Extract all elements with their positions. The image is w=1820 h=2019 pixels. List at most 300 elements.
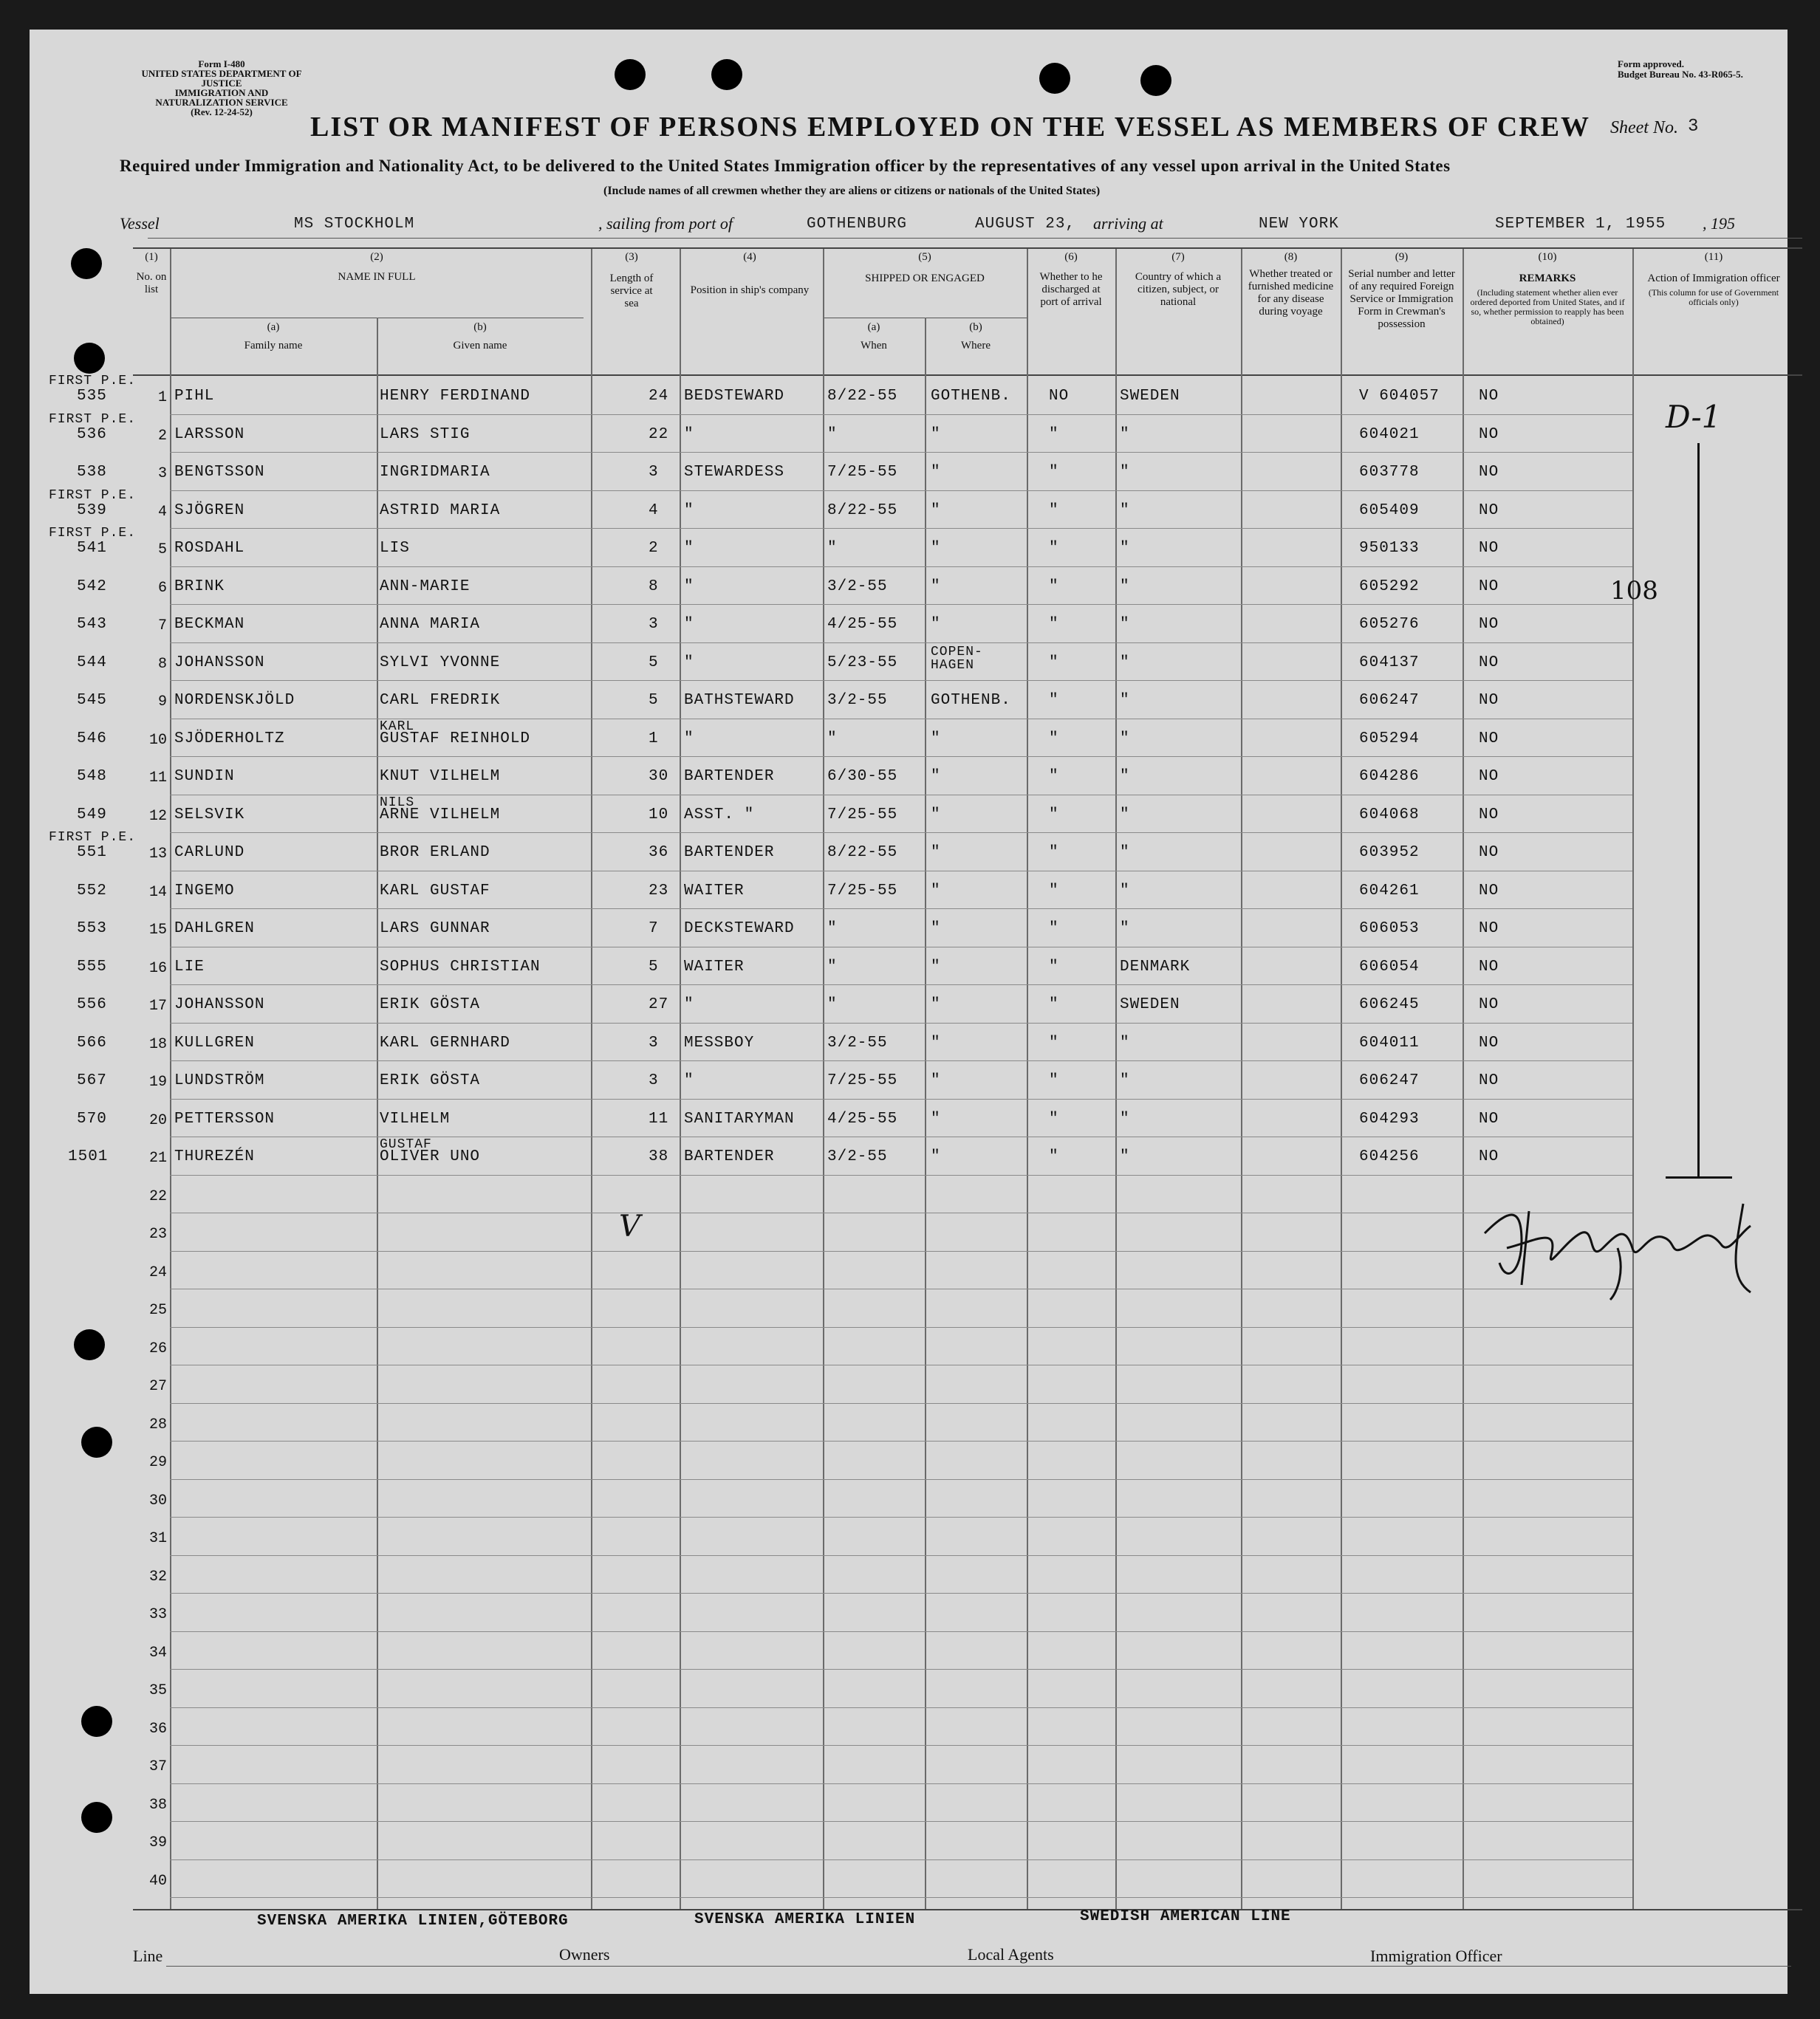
line-number: 30	[148, 1492, 167, 1509]
header-col10-num: (10)	[1538, 251, 1557, 263]
ship-position: "	[684, 501, 694, 519]
remarks: NO	[1479, 577, 1499, 595]
given-name: HENRY FERDINAND	[380, 388, 531, 405]
line-number: 31	[148, 1530, 167, 1547]
row-divider	[170, 832, 1632, 833]
form-agency-2: IMMIGRATION AND NATURALIZATION SERVICE	[155, 87, 288, 108]
header-col1-num: (1)	[145, 251, 158, 263]
header-col3-num: (3)	[625, 251, 638, 263]
family-name: BRINK	[174, 577, 225, 595]
header-where-label: Where	[961, 340, 991, 352]
length-of-service: 27	[649, 996, 669, 1013]
header-family-num: (a)	[267, 321, 280, 333]
length-of-service: 3	[649, 1072, 659, 1089]
row-divider	[170, 1555, 1632, 1556]
given-name: ERIK GÖSTA	[380, 996, 481, 1013]
family-name: BECKMAN	[174, 616, 245, 633]
shipped-when: 4/25-55	[827, 616, 898, 633]
ship-position: MESSBOY	[684, 1034, 755, 1052]
first-pe-note: FIRST P.E.	[49, 830, 137, 845]
line-number: 24	[148, 1264, 167, 1281]
shipped-where: GOTHENB.	[931, 388, 1011, 405]
serial-number: 606247	[1359, 1072, 1420, 1089]
serial-number: 603778	[1359, 464, 1420, 481]
punch-hole	[81, 1427, 112, 1458]
shipped-when: 8/22-55	[827, 501, 898, 519]
serial-number: 604137	[1359, 654, 1420, 671]
shipped-when: 7/25-55	[827, 1072, 898, 1089]
discharged-at-arrival: "	[1049, 464, 1059, 481]
citizenship-country: "	[1120, 844, 1130, 861]
discharged-at-arrival: "	[1049, 882, 1059, 899]
remarks: NO	[1479, 464, 1499, 481]
row-divider	[170, 1403, 1632, 1404]
ship-position: WAITER	[684, 882, 745, 899]
length-of-service: 38	[649, 1148, 669, 1165]
crew-list-id: 543	[77, 616, 107, 633]
vessel-label: Vessel	[120, 214, 160, 233]
line-number: 22	[148, 1187, 167, 1205]
shipped-when: 7/25-55	[827, 882, 898, 899]
header-family-label: Family name	[244, 340, 303, 352]
given-name: LARS GUNNAR	[380, 920, 490, 937]
line-number: 40	[148, 1872, 167, 1890]
shipped-where: "	[931, 540, 941, 557]
header-col2-label: NAME IN FULL	[338, 271, 416, 283]
punch-hole	[615, 59, 646, 90]
length-of-service: 11	[649, 1110, 669, 1128]
line-number: 38	[148, 1796, 167, 1814]
form-approved-line: Form approved.	[1618, 58, 1685, 69]
ship-position: "	[684, 654, 694, 671]
officer-signature	[1477, 1182, 1788, 1307]
discharged-at-arrival: "	[1049, 501, 1059, 519]
given-name: INGRIDMARIA	[380, 464, 490, 481]
crew-list-id: 553	[77, 920, 107, 937]
crew-list-id: 541	[77, 540, 107, 557]
crew-list-id: 544	[77, 654, 107, 671]
citizenship-country: "	[1120, 920, 1130, 937]
line-number: 8	[157, 655, 167, 673]
family-name: KULLGREN	[174, 1034, 255, 1052]
crew-list-id: 545	[77, 692, 107, 709]
family-name: SJÖDERHOLTZ	[174, 730, 285, 747]
remarks: NO	[1479, 844, 1499, 861]
officer-label: Immigration Officer	[1370, 1947, 1502, 1965]
length-of-service: 5	[649, 692, 659, 709]
shipped-when: "	[827, 425, 838, 443]
line-number: 7	[157, 617, 167, 634]
shipped-where: "	[931, 1110, 941, 1128]
header-col9-num: (9)	[1395, 251, 1409, 263]
length-of-service: 2	[649, 540, 659, 557]
header-col3-label: Length of service at sea	[609, 272, 654, 309]
remarks: NO	[1479, 730, 1499, 747]
shipped-where: "	[931, 1148, 941, 1165]
line-number: 15	[148, 922, 167, 939]
column-divider	[925, 318, 926, 1909]
column-divider	[591, 249, 592, 1909]
crew-list-id: 556	[77, 996, 107, 1013]
family-name: CARLUND	[174, 844, 245, 861]
discharged-at-arrival: "	[1049, 920, 1059, 937]
serial-number: 604261	[1359, 882, 1420, 899]
row-divider	[170, 1060, 1632, 1061]
line-number: 32	[148, 1568, 167, 1586]
given-name: ASTRID MARIA	[380, 501, 501, 519]
shipped-when: 7/25-55	[827, 464, 898, 481]
given-name: ARNE VILHELM	[380, 806, 501, 823]
shipped-when: 8/22-55	[827, 844, 898, 861]
header-col2-num: (2)	[370, 251, 383, 263]
shipped-where: "	[931, 958, 941, 976]
serial-number: 604068	[1359, 806, 1420, 823]
citizenship-country: "	[1120, 1110, 1130, 1128]
citizenship-country: "	[1120, 768, 1130, 785]
arrival-date: SEPTEMBER 1, 1955	[1495, 216, 1666, 233]
length-of-service: 3	[649, 464, 659, 481]
row-divider	[170, 452, 1632, 453]
shipped-where: "	[931, 882, 941, 899]
given-name-first: NILS	[380, 795, 415, 810]
header-col4	[680, 251, 820, 297]
ship-position: BARTENDER	[684, 768, 775, 785]
serial-number: 606245	[1359, 996, 1420, 1013]
column-divider	[377, 318, 378, 1909]
punch-hole	[81, 1706, 112, 1737]
line-number: 13	[148, 846, 167, 863]
remarks: NO	[1479, 388, 1499, 405]
header-family	[170, 321, 377, 352]
row-divider	[170, 1821, 1632, 1822]
shipped-where: "	[931, 577, 941, 595]
line-number: 16	[148, 959, 167, 977]
header-col8-label: Whether treated or furnished medicine for any disease during voyage	[1248, 268, 1334, 318]
given-name: ANNA MARIA	[380, 616, 481, 633]
punch-hole	[1140, 65, 1171, 96]
handwritten-bracket-foot	[1666, 1176, 1732, 1179]
discharged-at-arrival: "	[1049, 768, 1059, 785]
line-number: 39	[148, 1834, 167, 1851]
line-number: 20	[148, 1111, 167, 1129]
header-col5	[823, 251, 1027, 285]
row-divider	[170, 1517, 1632, 1518]
row-divider	[170, 984, 1632, 985]
punch-hole	[74, 343, 105, 374]
length-of-service: 1	[649, 730, 659, 747]
remarks: NO	[1479, 1034, 1499, 1052]
given-name: SOPHUS CHRISTIAN	[380, 958, 541, 976]
ship-position: SANITARYMAN	[684, 1110, 795, 1128]
departure-port: GOTHENBURG	[807, 216, 908, 233]
handwritten-check: V	[619, 1210, 640, 1244]
line-number: 36	[148, 1720, 167, 1738]
remarks: NO	[1479, 501, 1499, 519]
column-divider	[823, 249, 824, 1909]
family-name: JOHANSSON	[174, 996, 265, 1013]
discharged-at-arrival: "	[1049, 692, 1059, 709]
length-of-service: 30	[649, 768, 669, 785]
header-given-num: (b)	[473, 321, 487, 333]
row-divider	[170, 1441, 1632, 1442]
line-number: 21	[148, 1150, 167, 1167]
shipped-where: "	[931, 806, 941, 823]
table-header-border	[133, 374, 1802, 376]
shipped-when: "	[827, 920, 838, 937]
header-col6	[1027, 251, 1115, 309]
line-number: 25	[148, 1302, 167, 1319]
shipped-where: "	[931, 996, 941, 1013]
given-name: KNUT VILHELM	[380, 768, 501, 785]
row-divider	[170, 604, 1632, 605]
shipped-where: "	[931, 616, 941, 633]
line-number: 35	[148, 1682, 167, 1699]
serial-number: 604286	[1359, 768, 1420, 785]
citizenship-country: "	[1120, 464, 1130, 481]
ship-position: "	[684, 577, 694, 595]
family-name: NORDENSKJÖLD	[174, 692, 295, 709]
shipped-where: "	[931, 1034, 941, 1052]
length-of-service: 5	[649, 958, 659, 976]
given-name: SYLVI YVONNE	[380, 654, 501, 671]
crew-list-id: 1501	[68, 1148, 109, 1165]
remarks: NO	[1479, 540, 1499, 557]
header-col4-num: (4)	[743, 251, 756, 263]
agents-value: SWEDISH AMERICAN LINE	[1080, 1908, 1291, 1925]
column-divider	[1341, 249, 1342, 1909]
remarks: NO	[1479, 1110, 1499, 1128]
line-number: 23	[148, 1226, 167, 1243]
shipped-where: "	[931, 425, 941, 443]
row-divider	[170, 1707, 1632, 1708]
crew-list-id: 548	[77, 768, 107, 785]
given-name: LIS	[380, 540, 410, 557]
column-divider	[1115, 249, 1117, 1909]
shipped-where: "	[931, 844, 941, 861]
serial-number: 605292	[1359, 577, 1420, 595]
given-name: GUSTAF REINHOLD	[380, 730, 531, 747]
crew-list-id: 535	[77, 388, 107, 405]
shipped-when: 5/23-55	[827, 654, 898, 671]
ship-position: "	[684, 616, 694, 633]
header-col11	[1632, 251, 1795, 307]
column-divider	[1027, 249, 1028, 1909]
form-agency-1: UNITED STATES DEPARTMENT OF JUSTICE	[141, 68, 302, 89]
serial-number: 606247	[1359, 692, 1420, 709]
line-number: 5	[157, 541, 167, 558]
remarks: NO	[1479, 806, 1499, 823]
column-divider	[680, 249, 681, 1909]
header-given-label: Given name	[453, 340, 507, 352]
row-divider	[170, 1859, 1632, 1860]
family-name: SUNDIN	[174, 768, 235, 785]
discharged-at-arrival: "	[1049, 654, 1059, 671]
family-name: PIHL	[174, 388, 215, 405]
shipped-when: 7/25-55	[827, 806, 898, 823]
owners-label: Owners	[559, 1945, 610, 1964]
line-number: 33	[148, 1606, 167, 1623]
shipped-where: COPEN- HAGEN	[931, 644, 983, 673]
remarks: NO	[1479, 768, 1499, 785]
row-divider	[170, 642, 1632, 643]
column-divider	[170, 249, 171, 1909]
header-col10-label: REMARKS	[1519, 272, 1576, 284]
ship-position: BARTENDER	[684, 844, 775, 861]
crew-list-id: 549	[77, 806, 107, 823]
serial-number: 603952	[1359, 844, 1420, 861]
column-divider	[1241, 249, 1242, 1909]
line-number: 2	[157, 427, 167, 445]
discharged-at-arrival: "	[1049, 577, 1059, 595]
arriving-label: arriving at	[1093, 214, 1163, 233]
remarks: NO	[1479, 920, 1499, 937]
line-number: 10	[148, 731, 167, 749]
shipped-when: 6/30-55	[827, 768, 898, 785]
row-divider	[170, 756, 1632, 757]
header-col3	[591, 251, 672, 310]
header-col5-num: (5)	[918, 251, 931, 263]
header-col9-label: Serial number and letter of any required Foreign Service or Immigration Form in Crewman's possession	[1348, 268, 1455, 330]
header-col1	[133, 251, 170, 296]
line-number: 26	[148, 1340, 167, 1357]
citizenship-country: "	[1120, 577, 1130, 595]
form-id-block	[133, 59, 310, 117]
ship-position: DECKSTEWARD	[684, 920, 795, 937]
discharged-at-arrival: "	[1049, 425, 1059, 443]
line-number: 4	[157, 503, 167, 521]
given-name: KARL GERNHARD	[380, 1034, 510, 1052]
manifest-sheet	[30, 30, 1788, 1994]
header-where	[925, 321, 1027, 352]
line-label: Line	[133, 1947, 163, 1965]
citizenship-country: "	[1120, 730, 1130, 747]
punch-hole	[74, 1329, 105, 1360]
punch-hole	[71, 248, 102, 279]
ship-position: "	[684, 540, 694, 557]
first-pe-note: FIRST P.E.	[49, 487, 137, 503]
line-number: 19	[148, 1074, 167, 1091]
crew-list-id: 552	[77, 882, 107, 899]
given-name-first: KARL	[380, 719, 415, 734]
shipped-when: "	[827, 540, 838, 557]
shipped-where: "	[931, 730, 941, 747]
length-of-service: 24	[649, 388, 669, 405]
row-divider	[170, 1669, 1632, 1670]
citizenship-country: "	[1120, 501, 1130, 519]
shipped-when: 4/25-55	[827, 1110, 898, 1128]
row-divider	[170, 1327, 1632, 1328]
header-col2	[170, 251, 584, 284]
voyage-underline	[148, 238, 1802, 239]
discharged-at-arrival: "	[1049, 1110, 1059, 1128]
header-col8	[1241, 251, 1341, 318]
serial-number: 605276	[1359, 616, 1420, 633]
header-col10-note: (Including statement whether alien ever ordered deported from United States, and if so, whether permission to reapply has been obtained)	[1470, 287, 1625, 326]
line-number: 34	[148, 1644, 167, 1662]
ship-position: ASST. "	[684, 806, 755, 823]
length-of-service: 36	[649, 844, 669, 861]
family-name: LIE	[174, 958, 205, 976]
family-name: LARSSON	[174, 425, 245, 443]
header-col7-num: (7)	[1171, 251, 1185, 263]
row-divider	[170, 1745, 1632, 1746]
given-name: LARS STIG	[380, 425, 471, 443]
discharged-at-arrival: "	[1049, 844, 1059, 861]
remarks: NO	[1479, 1148, 1499, 1165]
column-divider	[1632, 249, 1634, 1909]
discharged-at-arrival: NO	[1049, 388, 1070, 405]
sheet-number: 3	[1688, 117, 1700, 137]
header-col8-num: (8)	[1284, 251, 1298, 263]
shipped-when: "	[827, 958, 838, 976]
discharged-at-arrival: "	[1049, 616, 1059, 633]
serial-number: 604293	[1359, 1110, 1420, 1128]
shipped-when: "	[827, 730, 838, 747]
form-revision: (Rev. 12-24-52)	[191, 106, 253, 117]
shipped-where: "	[931, 501, 941, 519]
row-divider	[170, 414, 1632, 415]
length-of-service: 7	[649, 920, 659, 937]
row-divider	[170, 1479, 1632, 1480]
remarks: NO	[1479, 425, 1499, 443]
header-col11-num: (11)	[1704, 251, 1723, 263]
line-number: 12	[148, 807, 167, 825]
length-of-service: 5	[649, 654, 659, 671]
serial-number: 605409	[1359, 501, 1420, 519]
discharged-at-arrival: "	[1049, 958, 1059, 976]
header-col6-label: Whether to he discharged at port of arrival	[1039, 271, 1103, 308]
header-col11-label: Action of Immigration officer	[1647, 272, 1780, 284]
family-name: DAHLGREN	[174, 920, 255, 937]
given-name: CARL FREDRIK	[380, 692, 501, 709]
line-number: 14	[148, 883, 167, 901]
sheet-label: Sheet No.	[1610, 118, 1678, 137]
remarks: NO	[1479, 1072, 1499, 1089]
line-number: 11	[148, 769, 167, 786]
length-of-service: 3	[649, 1034, 659, 1052]
row-divider	[170, 528, 1632, 529]
handwritten-mark: 108	[1610, 576, 1658, 606]
column-divider	[1462, 249, 1464, 1909]
header-col7-label: Country of which a citizen, subject, or national	[1135, 271, 1222, 308]
family-name: SELSVIK	[174, 806, 245, 823]
family-name: SJÖGREN	[174, 501, 245, 519]
given-name-first: GUSTAF	[380, 1137, 432, 1152]
table-top-border	[133, 247, 1802, 249]
row-divider	[170, 490, 1632, 491]
row-divider	[170, 1593, 1632, 1594]
ship-position: "	[684, 425, 694, 443]
citizenship-country: "	[1120, 1148, 1130, 1165]
given-name: VILHELM	[380, 1110, 451, 1128]
length-of-service: 22	[649, 425, 669, 443]
line-number: 28	[148, 1416, 167, 1433]
shipped-when: "	[827, 996, 838, 1013]
length-of-service: 3	[649, 616, 659, 633]
handwritten-code: D-1	[1666, 399, 1722, 435]
citizenship-country: "	[1120, 654, 1130, 671]
header-col11-note: (This column for use of Government officials only)	[1648, 287, 1779, 307]
family-name: BENGTSSON	[174, 464, 265, 481]
shipped-where: "	[931, 768, 941, 785]
serial-number: V 604057	[1359, 388, 1440, 405]
footer-border	[133, 1909, 1802, 1910]
serial-number: 605294	[1359, 730, 1420, 747]
line-number: 6	[157, 579, 167, 597]
header-col10	[1462, 251, 1632, 326]
crew-list-id: 551	[77, 844, 107, 861]
crew-list-id: 538	[77, 464, 107, 481]
